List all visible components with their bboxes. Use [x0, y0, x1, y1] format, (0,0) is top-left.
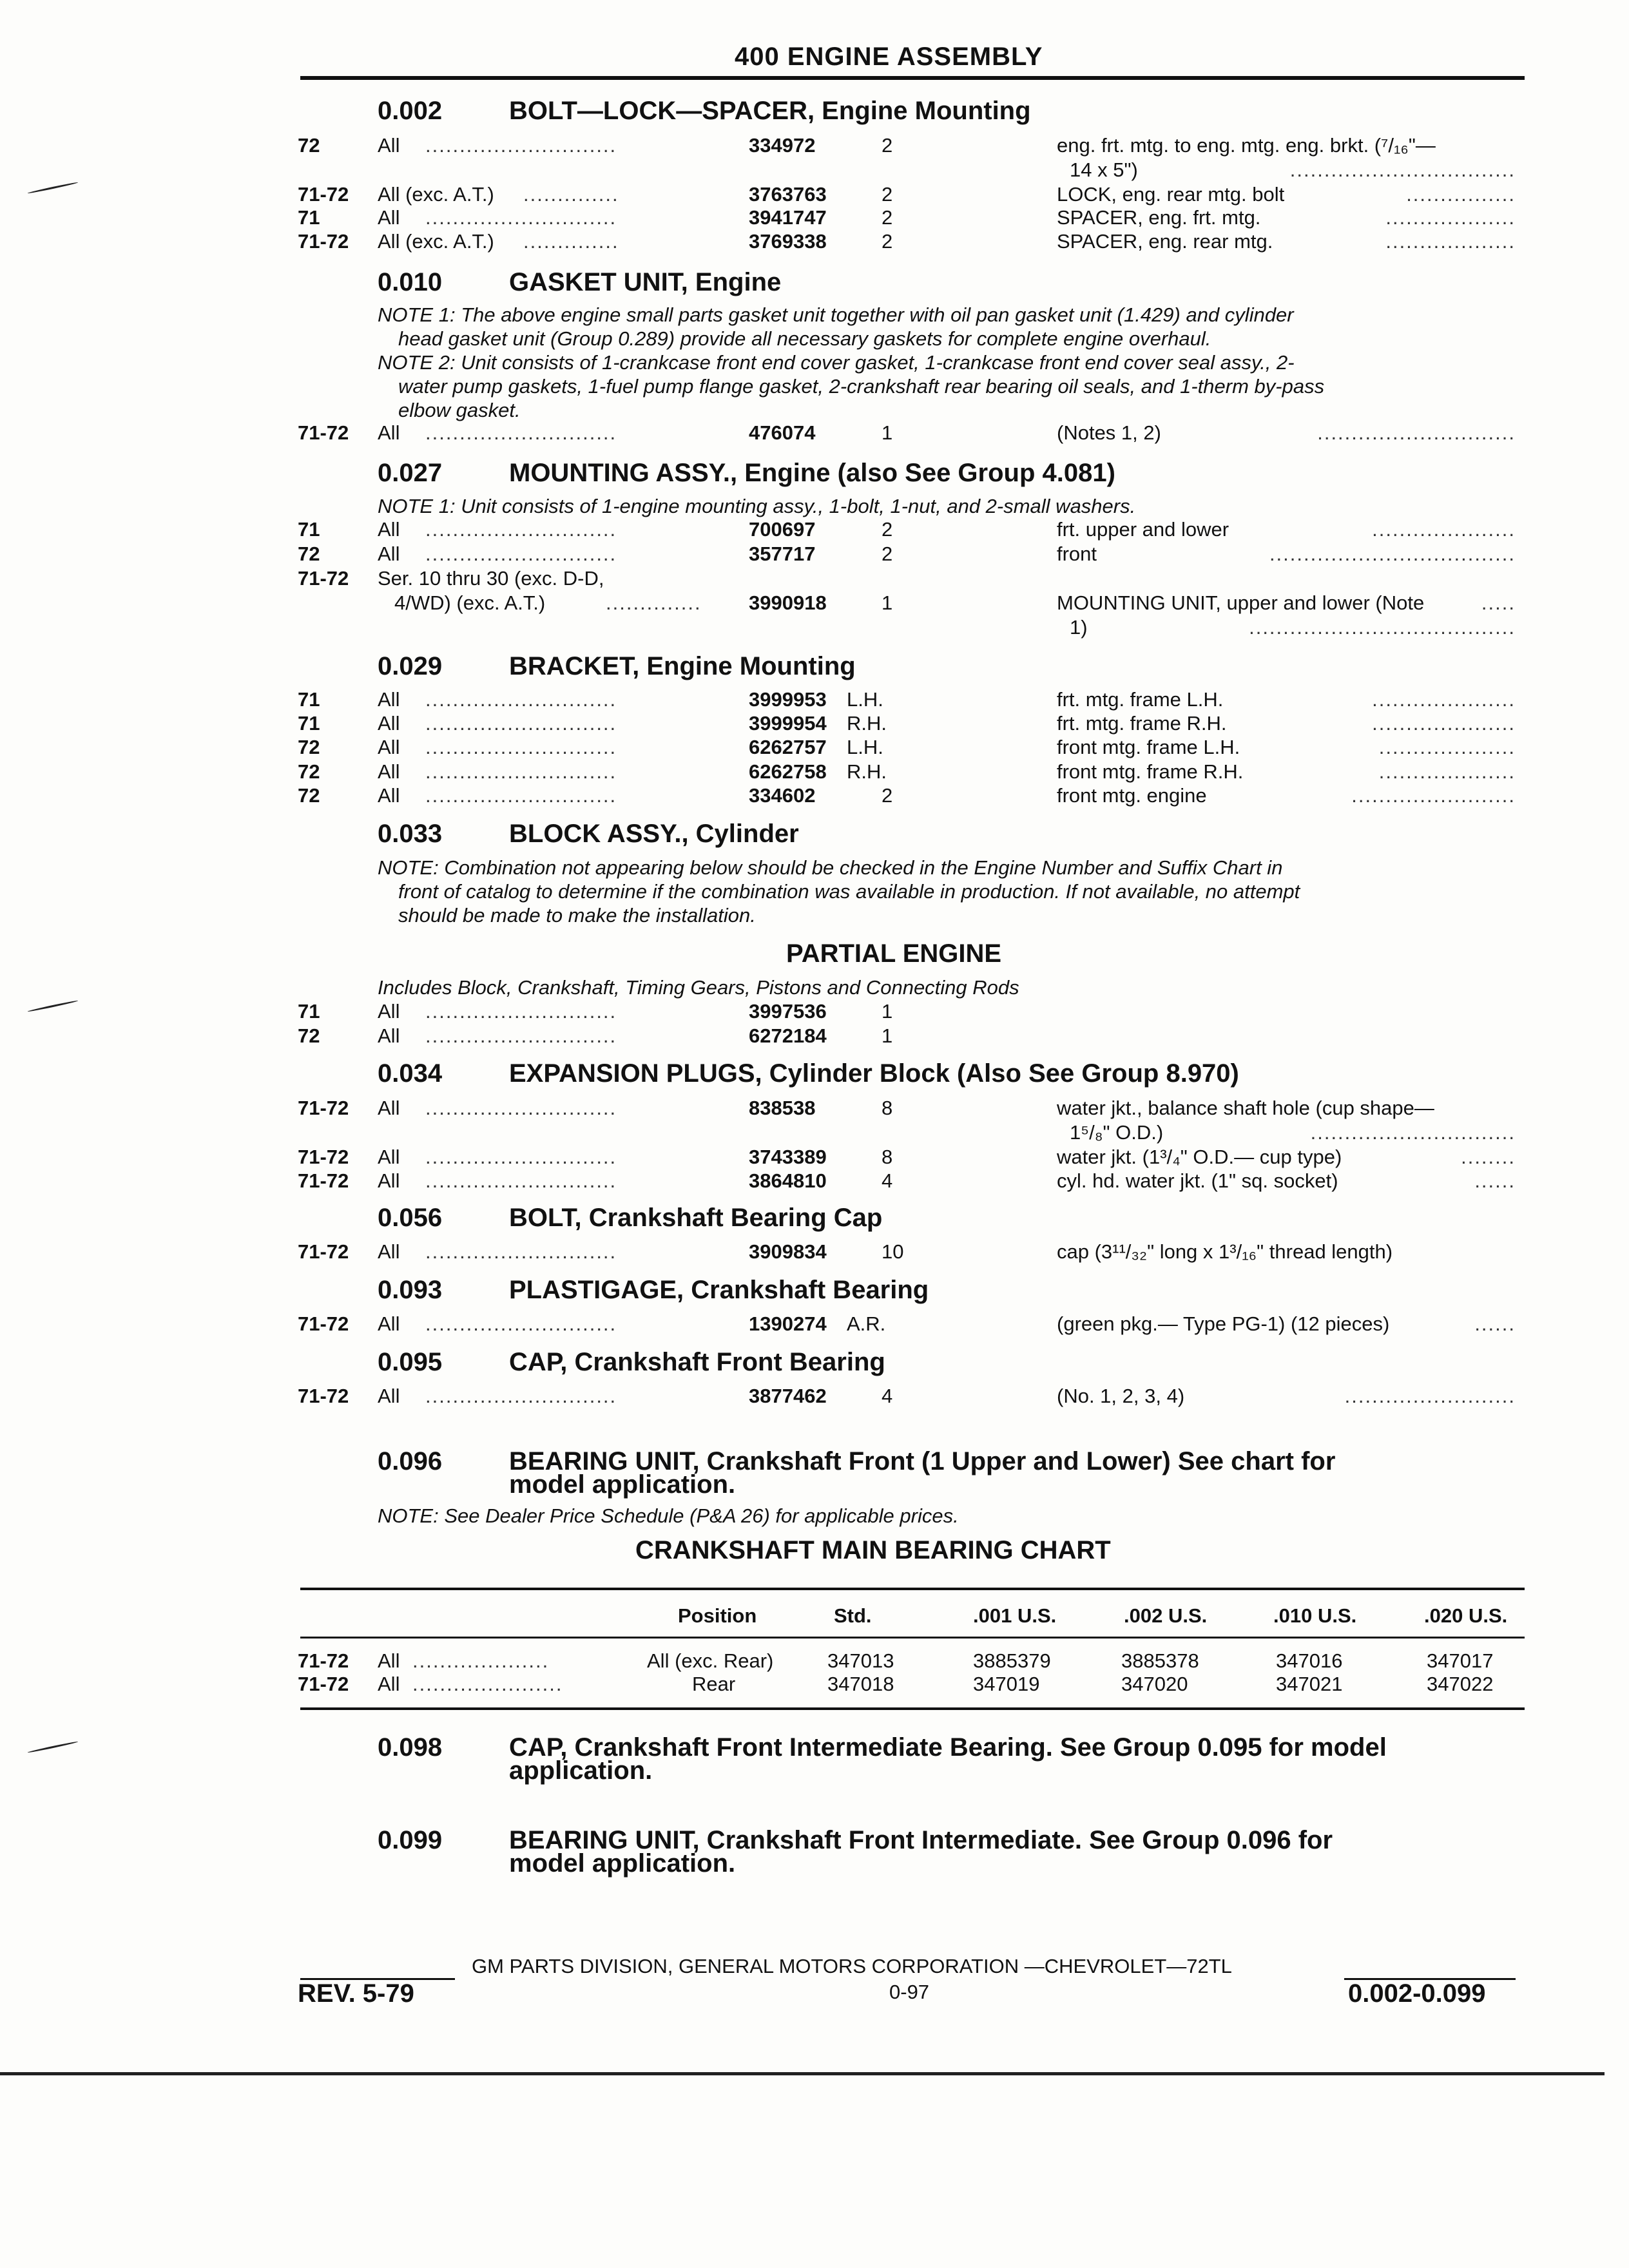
group-name: MOUNTING ASSY., Engine (also See Group 4.081) — [509, 459, 1115, 487]
group-name: BOLT—LOCK—SPACER, Engine Mounting — [509, 97, 1031, 125]
quantity: 2 — [882, 230, 893, 253]
quantity: 8 — [882, 1097, 893, 1119]
part-number: 3999954 — [749, 712, 827, 735]
part-row — [0, 518, 1629, 544]
model-application: Ser. 10 thru 30 (exc. D-D, — [378, 567, 604, 590]
quantity: 8 — [882, 1146, 893, 1168]
leader-dots: ......................... — [1344, 1385, 1516, 1407]
header-rule — [300, 76, 1525, 80]
quantity: 2 — [882, 134, 893, 157]
group-name: EXPANSION PLUGS, Cylinder Block (Also See Group 8.970) — [509, 1059, 1239, 1088]
group-name: PLASTIGAGE, Crankshaft Bearing — [509, 1276, 929, 1304]
model-year: 71 — [298, 1000, 320, 1023]
part-row — [0, 1097, 1629, 1122]
bearing-position: All (exc. Rear) — [647, 1649, 774, 1672]
leader-dots: ..................... — [1372, 712, 1516, 735]
part-number: 1390274 — [749, 1312, 827, 1335]
bearing-part-number: 347016 — [1276, 1649, 1343, 1672]
description: front mtg. frame R.H. — [1057, 760, 1244, 783]
part-row — [0, 688, 1629, 714]
leader-dots: .............. — [606, 591, 702, 614]
leader-dots: ...... — [1474, 1169, 1516, 1192]
part-number: 3997536 — [749, 1000, 827, 1023]
chart-column-header: .010 U.S. — [1273, 1604, 1357, 1627]
chart-column-header: .001 U.S. — [973, 1604, 1057, 1627]
description: water jkt. (1³/₄" O.D.— cup type) — [1057, 1146, 1342, 1168]
part-number: 6272184 — [749, 1024, 827, 1047]
description: front mtg. engine — [1057, 784, 1207, 807]
leader-dots: ............................ — [425, 1240, 617, 1263]
model-application: All — [378, 760, 400, 783]
model-year: 72 — [298, 543, 320, 565]
group-heading — [0, 1447, 1629, 1505]
leader-dots: ..................... — [1372, 518, 1516, 541]
leader-dots: ............................. — [1317, 421, 1516, 444]
chart-top-rule — [300, 1588, 1525, 1590]
model-year: 71-72 — [298, 567, 349, 590]
group-number: 0.002 — [378, 97, 443, 125]
leader-dots: .................................... — [1269, 543, 1516, 565]
chart-column-header: Std. — [834, 1604, 872, 1627]
group-name: GASKET UNIT, Engine — [509, 268, 782, 296]
quantity: 2 — [882, 206, 893, 229]
leader-dots: ..... — [1481, 591, 1516, 614]
bearing-part-number: 347022 — [1427, 1673, 1494, 1695]
model-application: All — [378, 1312, 400, 1335]
part-row — [0, 712, 1629, 738]
part-row — [0, 784, 1629, 810]
model-year: 71 — [298, 688, 320, 711]
description: frt. mtg. frame R.H. — [1057, 712, 1227, 735]
chart-column-header: .002 U.S. — [1124, 1604, 1208, 1627]
part-number: 334602 — [749, 784, 816, 807]
part-number: 3909834 — [749, 1240, 827, 1263]
model-year: 71-72 — [298, 421, 349, 444]
quantity: 4 — [882, 1385, 893, 1407]
leader-dots: ........................ — [1351, 784, 1516, 807]
group-name-continued: model application. — [509, 1470, 736, 1499]
model-application: All (exc. A.T.) — [378, 183, 494, 206]
part-row — [0, 1312, 1629, 1338]
description: MOUNTING UNIT, upper and lower (Note — [1057, 591, 1425, 614]
quantity: L.H. — [847, 688, 883, 711]
part-number: 838538 — [749, 1097, 816, 1119]
model-application: All — [378, 543, 400, 565]
group-name: BEARING UNIT, Crankshaft Front (1 Upper and Lower) See chart for — [509, 1447, 1336, 1475]
leader-dots: .................... — [1378, 736, 1516, 758]
part-row — [0, 1146, 1629, 1171]
partial-engine-heading: PARTIAL ENGINE — [786, 939, 1002, 968]
leader-dots: ........ — [1461, 1146, 1516, 1168]
part-row — [0, 760, 1629, 786]
group-number: 0.093 — [378, 1276, 443, 1304]
bearing-position: Rear — [692, 1673, 736, 1695]
leader-dots: ............................ — [425, 421, 617, 444]
note-line: front of catalog to determine if the combination was available in production. If not available, no attempt — [398, 880, 1300, 903]
part-number: 3941747 — [749, 206, 827, 229]
model-application: All — [378, 712, 400, 735]
bearing-part-number: 3885378 — [1121, 1649, 1199, 1672]
part-row — [0, 230, 1629, 256]
description: eng. frt. mtg. to eng. mtg. eng. brkt. (⁷/₁₆"— — [1057, 134, 1436, 157]
description: SPACER, eng. frt. mtg. — [1057, 206, 1261, 229]
leader-dots: ................... — [1385, 230, 1516, 253]
quantity: A.R. — [847, 1312, 886, 1335]
model-application: All (exc. A.T.) — [378, 230, 494, 253]
leader-dots: .............................. — [1310, 1121, 1516, 1144]
part-row — [0, 421, 1629, 447]
quantity: 2 — [882, 784, 893, 807]
note-line: NOTE 1: The above engine small parts gasket unit together with oil pan gasket unit (1.429) and cylinder — [378, 303, 1294, 326]
model-application: 4/WD) (exc. A.T.) — [394, 591, 546, 614]
group-number: 0.098 — [378, 1733, 443, 1762]
part-number: 3769338 — [749, 230, 827, 253]
model-year: 71-72 — [298, 1385, 349, 1407]
group-name: BRACKET, Engine Mounting — [509, 652, 856, 680]
group-heading — [0, 1733, 1629, 1791]
description: LOCK, eng. rear mtg. bolt — [1057, 183, 1285, 206]
group-number: 0.099 — [378, 1826, 443, 1854]
description: cap (3¹¹/₃₂" long x 1³/₁₆" thread length) — [1057, 1240, 1393, 1263]
page-bottom-rule — [0, 2072, 1605, 2075]
model-application: All — [378, 421, 400, 444]
leader-dots: ............................ — [425, 1000, 617, 1023]
group-name: CAP, Crankshaft Front Intermediate Bearing. See Group 0.095 for model — [509, 1733, 1387, 1762]
model-year: 71-72 — [298, 1146, 349, 1168]
leader-dots: ....................................... — [1249, 616, 1516, 639]
leader-dots: ............................ — [425, 712, 617, 735]
leader-dots: ...... — [1474, 1312, 1516, 1335]
part-number: 3743389 — [749, 1146, 827, 1168]
model-year: 72 — [298, 760, 320, 783]
leader-dots: ............................ — [425, 688, 617, 711]
part-row — [0, 1024, 1629, 1050]
model-application: All — [378, 1649, 400, 1672]
description: (green pkg.— Type PG-1) (12 pieces) — [1057, 1312, 1390, 1335]
part-row — [0, 567, 1629, 593]
model-application: All — [378, 134, 400, 157]
part-number: 6262758 — [749, 760, 827, 783]
model-year: 71-72 — [298, 1169, 349, 1192]
description: SPACER, eng. rear mtg. — [1057, 230, 1273, 253]
group-number: 0.029 — [378, 652, 443, 680]
part-number: 476074 — [749, 421, 816, 444]
group-name: BEARING UNIT, Crankshaft Front Intermediate. See Group 0.096 for — [509, 1826, 1333, 1854]
chart-header-rule — [300, 1637, 1525, 1639]
model-application: All — [378, 1169, 400, 1192]
group-name: CAP, Crankshaft Front Bearing — [509, 1348, 885, 1376]
part-number: 3999953 — [749, 688, 827, 711]
part-number: 6262757 — [749, 736, 827, 758]
bearing-part-number: 347019 — [973, 1673, 1040, 1695]
model-year: 71-72 — [298, 1312, 349, 1335]
quantity: 1 — [882, 421, 893, 444]
model-year: 71-72 — [298, 1240, 349, 1263]
model-application: All — [378, 1146, 400, 1168]
leader-dots: ............................ — [425, 784, 617, 807]
group-name: BLOCK ASSY., Cylinder — [509, 820, 799, 848]
group-heading — [0, 1826, 1629, 1884]
model-year: 72 — [298, 1024, 320, 1047]
bearing-part-number: 347020 — [1121, 1673, 1188, 1695]
quantity: 2 — [882, 183, 893, 206]
part-number: 357717 — [749, 543, 816, 565]
description: front — [1057, 543, 1097, 565]
part-number: 3864810 — [749, 1169, 827, 1192]
page-title: 400 ENGINE ASSEMBLY — [735, 43, 1043, 71]
chart-column-header: Position — [678, 1604, 757, 1627]
group-number: 0.056 — [378, 1204, 443, 1232]
part-row — [0, 206, 1629, 232]
leader-dots: ............................ — [425, 206, 617, 229]
bearing-part-number: 347018 — [827, 1673, 894, 1695]
part-number: 700697 — [749, 518, 816, 541]
model-application: All — [378, 1000, 400, 1023]
part-row — [0, 1000, 1629, 1026]
model-year: 71-72 — [298, 1649, 349, 1672]
group-name: BOLT, Crankshaft Bearing Cap — [509, 1204, 883, 1232]
quantity: 1 — [882, 1024, 893, 1047]
leader-dots: .............. — [523, 183, 619, 206]
bearing-part-number: 347021 — [1276, 1673, 1343, 1695]
part-row — [0, 736, 1629, 762]
model-application: All — [378, 518, 400, 541]
model-application: All — [378, 736, 400, 758]
leader-dots: ............................ — [425, 1024, 617, 1047]
leader-dots: ............................ — [425, 518, 617, 541]
model-application: All — [378, 1240, 400, 1263]
group-number: 0.095 — [378, 1348, 443, 1376]
description: 14 x 5") — [1070, 159, 1138, 181]
part-number: 334972 — [749, 134, 816, 157]
note-line: NOTE: See Dealer Price Schedule (P&A 26) for applicable prices. — [378, 1504, 959, 1527]
part-row — [0, 159, 1629, 184]
model-year: 71 — [298, 518, 320, 541]
part-number: 3990918 — [749, 591, 827, 614]
footer-page-number: 0-97 — [889, 1981, 930, 2003]
leader-dots: .................... — [412, 1649, 550, 1672]
group-number: 0.033 — [378, 820, 443, 848]
description: (Notes 1, 2) — [1057, 421, 1161, 444]
note-line: NOTE 1: Unit consists of 1-engine mounting assy., 1-bolt, 1-nut, and 2-small washers. — [378, 495, 1136, 517]
model-application: All — [378, 1097, 400, 1119]
part-row — [0, 616, 1629, 642]
quantity: 1 — [882, 591, 893, 614]
quantity: 2 — [882, 543, 893, 565]
leader-dots: ............................ — [425, 543, 617, 565]
quantity: R.H. — [847, 712, 887, 735]
model-year: 72 — [298, 784, 320, 807]
chart-bottom-rule — [300, 1707, 1525, 1710]
leader-dots: ................................. — [1289, 159, 1516, 181]
note-line: elbow gasket. — [398, 399, 521, 421]
leader-dots: ............................ — [425, 1312, 617, 1335]
description: water jkt., balance shaft hole (cup shape— — [1057, 1097, 1434, 1119]
leader-dots: ............................ — [425, 1385, 617, 1407]
chart-column-header: .020 U.S. — [1424, 1604, 1508, 1627]
leader-dots: ............................ — [425, 1097, 617, 1119]
group-number: 0.010 — [378, 268, 443, 296]
footer-revision: REV. 5-79 — [298, 1979, 414, 2008]
part-number: 3877462 — [749, 1385, 827, 1407]
leader-dots: ............................ — [425, 736, 617, 758]
note-line: NOTE 2: Unit consists of 1-crankcase front end cover gasket, 1-crankcase front end cover seal assy., 2- — [378, 351, 1295, 374]
group-name-continued: application. — [509, 1756, 653, 1785]
model-application: All — [378, 688, 400, 711]
description: (No. 1, 2, 3, 4) — [1057, 1385, 1185, 1407]
note-line: Includes Block, Crankshaft, Timing Gears, Pistons and Connecting Rods — [378, 976, 1019, 999]
quantity: 4 — [882, 1169, 893, 1192]
model-year: 71-72 — [298, 1673, 349, 1695]
description: cyl. hd. water jkt. (1" sq. socket) — [1057, 1169, 1338, 1192]
note-line: NOTE: Combination not appearing below should be checked in the Engine Number and Suffix Chart in — [378, 856, 1283, 879]
quantity: L.H. — [847, 736, 883, 758]
chart-row — [0, 1673, 1629, 1698]
quantity: R.H. — [847, 760, 887, 783]
model-year: 71 — [298, 206, 320, 229]
note-line: should be made to make the installation. — [398, 904, 756, 927]
model-year: 72 — [298, 736, 320, 758]
bearing-part-number: 347017 — [1427, 1649, 1494, 1672]
part-row — [0, 134, 1629, 160]
part-row — [0, 591, 1629, 617]
model-application: All — [378, 784, 400, 807]
chart-row — [0, 1649, 1629, 1675]
leader-dots: ................ — [1406, 183, 1516, 206]
model-year: 72 — [298, 134, 320, 157]
part-row — [0, 1385, 1629, 1410]
leader-dots: .................... — [1378, 760, 1516, 783]
leader-dots: ..................... — [1372, 688, 1516, 711]
bearing-part-number: 3885379 — [973, 1649, 1051, 1672]
description: 1⁵/₈" O.D.) — [1070, 1121, 1164, 1144]
model-application: All — [378, 1673, 400, 1695]
bearing-part-number: 347013 — [827, 1649, 894, 1672]
footer-group-range: 0.002-0.099 — [1348, 1979, 1486, 2008]
leader-dots: ................... — [1385, 206, 1516, 229]
part-row — [0, 543, 1629, 568]
group-number: 0.034 — [378, 1059, 443, 1088]
description: frt. mtg. frame L.H. — [1057, 688, 1224, 711]
model-year: 71-72 — [298, 230, 349, 253]
quantity: 10 — [882, 1240, 904, 1263]
model-year: 71 — [298, 712, 320, 735]
quantity: 1 — [882, 1000, 893, 1023]
leader-dots: ............................ — [425, 1146, 617, 1168]
footer-publisher: GM PARTS DIVISION, GENERAL MOTORS CORPORATION —CHEVROLET—72TL — [472, 1955, 1232, 1977]
note-line: water pump gaskets, 1-fuel pump flange gasket, 2-crankshaft rear bearing oil seals, and 1-therm by-pass — [398, 375, 1325, 398]
group-number: 0.096 — [378, 1447, 443, 1475]
part-row — [0, 1240, 1629, 1266]
leader-dots: ............................ — [425, 760, 617, 783]
group-number: 0.027 — [378, 459, 443, 487]
part-row — [0, 1169, 1629, 1195]
model-year: 71-72 — [298, 183, 349, 206]
leader-dots: ...................... — [412, 1673, 563, 1695]
description: 1) — [1070, 616, 1088, 639]
leader-dots: ............................ — [425, 134, 617, 157]
leader-dots: .............. — [523, 230, 619, 253]
quantity: 2 — [882, 518, 893, 541]
part-row — [0, 183, 1629, 209]
bearing-chart-title: CRANKSHAFT MAIN BEARING CHART — [635, 1536, 1111, 1564]
group-name-continued: model application. — [509, 1849, 736, 1878]
part-number: 3763763 — [749, 183, 827, 206]
part-row — [0, 1121, 1629, 1147]
model-application: All — [378, 1024, 400, 1047]
model-year: 71-72 — [298, 1097, 349, 1119]
description: front mtg. frame L.H. — [1057, 736, 1240, 758]
model-application: All — [378, 1385, 400, 1407]
note-line: head gasket unit (Group 0.289) provide all necessary gaskets for complete engine overhaul. — [398, 327, 1211, 350]
model-application: All — [378, 206, 400, 229]
description: frt. upper and lower — [1057, 518, 1229, 541]
leader-dots: ............................ — [425, 1169, 617, 1192]
